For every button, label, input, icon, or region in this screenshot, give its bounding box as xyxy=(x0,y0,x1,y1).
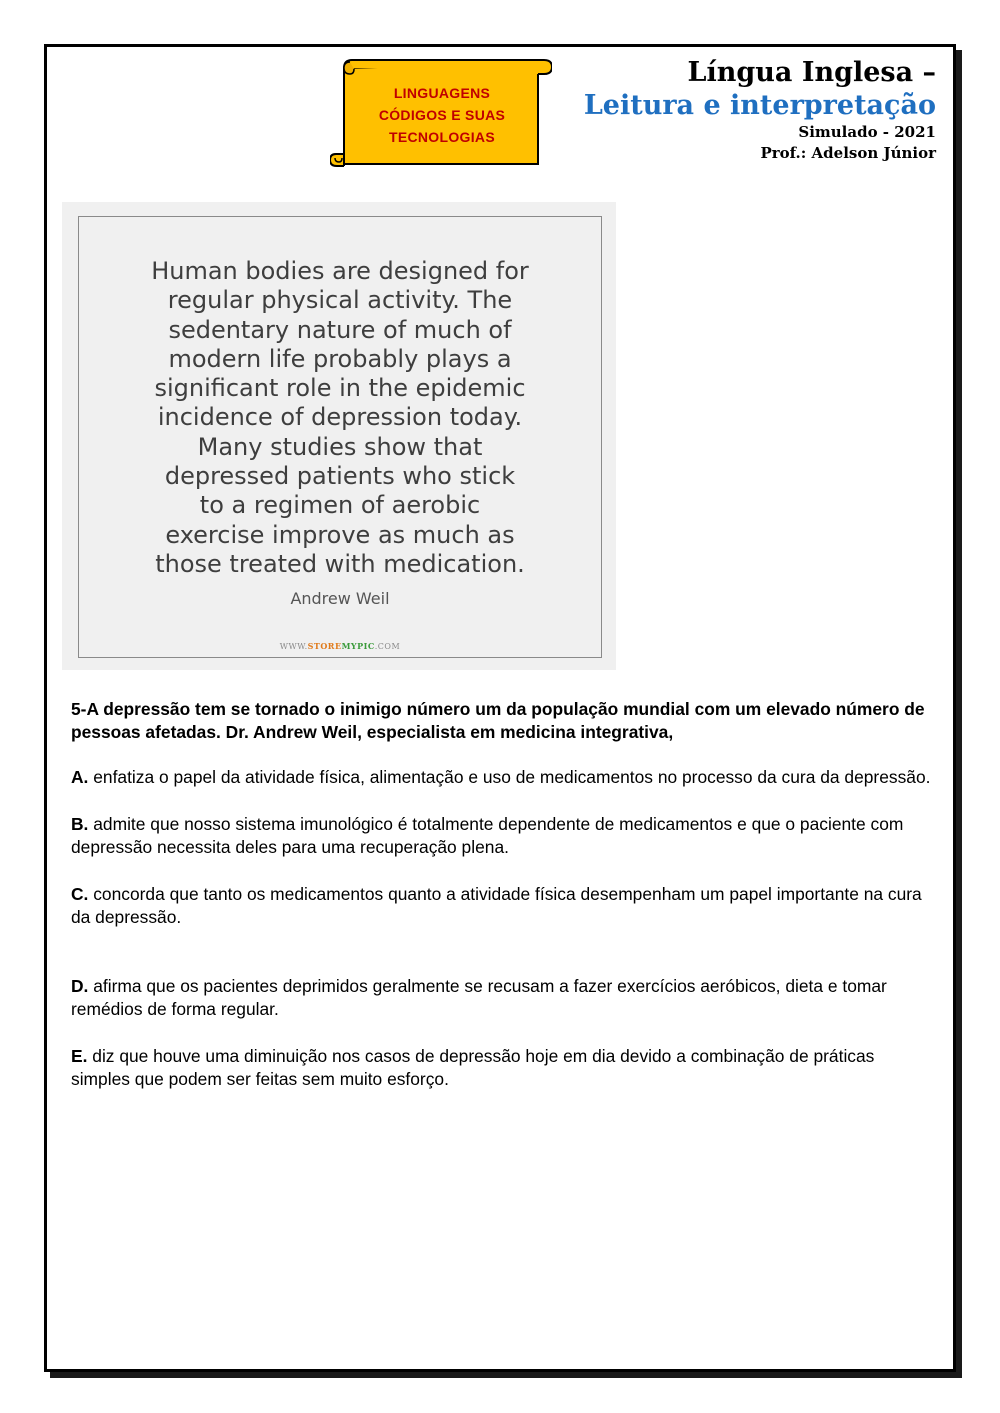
option-letter: C. xyxy=(71,884,89,904)
watermark-prefix: WWW. xyxy=(279,642,308,651)
watermark-suffix: .COM xyxy=(374,642,401,651)
exam-label: Simulado - 2021 xyxy=(798,123,936,141)
quote-line: regular physical activity. The xyxy=(167,286,513,315)
quote-image xyxy=(62,202,616,670)
watermark-brand-b: MYPIC xyxy=(341,641,375,651)
header-info xyxy=(584,56,936,164)
quote-line: Human bodies are designed for xyxy=(151,257,529,285)
quote-text xyxy=(79,257,601,579)
option-b[interactable] xyxy=(71,813,933,859)
option-letter: E. xyxy=(71,1046,88,1066)
quote-line: sedentary nature of much of xyxy=(168,315,512,344)
option-d[interactable] xyxy=(71,975,933,1021)
banner-line: TECNOLOGIAS xyxy=(389,129,495,145)
banner-line: CÓDIGOS E SUAS xyxy=(378,107,506,123)
quote-line: to a regimen of aerobic xyxy=(199,491,481,520)
option-text: afirma que os pacientes deprimidos geralmente se recusam a fazer exercícios aeróbicos, dieta e tomar remédios de forma regular. xyxy=(71,976,887,1019)
option-text: diz que houve uma diminuição nos casos de depressão hoje em dia devido a combinação de práticas simples que podem ser feitas sem muito esforço. xyxy=(71,1046,875,1089)
quote-line: those treated with medication. xyxy=(155,549,525,578)
watermark-brand-a: STORE xyxy=(307,641,342,651)
quote-line: significant role in the epidemic xyxy=(154,374,526,403)
option-text: enfatiza o papel da atividade física, alimentação e uso de medicamentos no processo da cura da depressão. xyxy=(88,767,931,787)
quote-line: Many studies show that xyxy=(197,432,483,461)
quote-line: modern life probably plays a xyxy=(168,344,512,373)
option-letter: D. xyxy=(71,976,89,996)
page-title: Língua Inglesa – xyxy=(687,57,936,88)
quote-line: depressed patients who stick xyxy=(164,462,516,491)
professor-label: Prof.: Adelson Júnior xyxy=(760,144,936,162)
option-text: concorda que tanto os medicamentos quanto a atividade física desempenham um papel importante na cura da depressão. xyxy=(71,884,922,927)
option-e[interactable] xyxy=(71,1045,933,1091)
question-block xyxy=(71,698,933,1115)
quote-line: incidence of depression today. xyxy=(157,403,523,432)
watermark xyxy=(79,641,601,651)
option-c[interactable] xyxy=(71,883,933,929)
quote-line: exercise improve as much as xyxy=(165,520,515,549)
subject-area-banner xyxy=(330,58,552,168)
option-letter: B. xyxy=(71,814,89,834)
option-letter: A. xyxy=(71,767,89,787)
banner-line: LINGUAGENS xyxy=(393,85,491,101)
question-stem: 5-A depressão tem se tornado o inimigo número um da população mundial com um elevado número de pessoas afetadas. Dr. Andrew Weil, especialista em medicina integrativa, xyxy=(71,699,925,742)
quote-card xyxy=(78,216,602,658)
quote-author: Andrew Weil xyxy=(290,589,390,608)
option-text: admite que nosso sistema imunológico é totalmente dependente de medicamentos e que o paciente com depressão necessita deles para uma recuperação plena. xyxy=(71,814,904,857)
option-a[interactable] xyxy=(71,766,933,789)
page-subtitle: Leitura e interpretação xyxy=(583,90,936,121)
banner-text xyxy=(352,82,532,148)
